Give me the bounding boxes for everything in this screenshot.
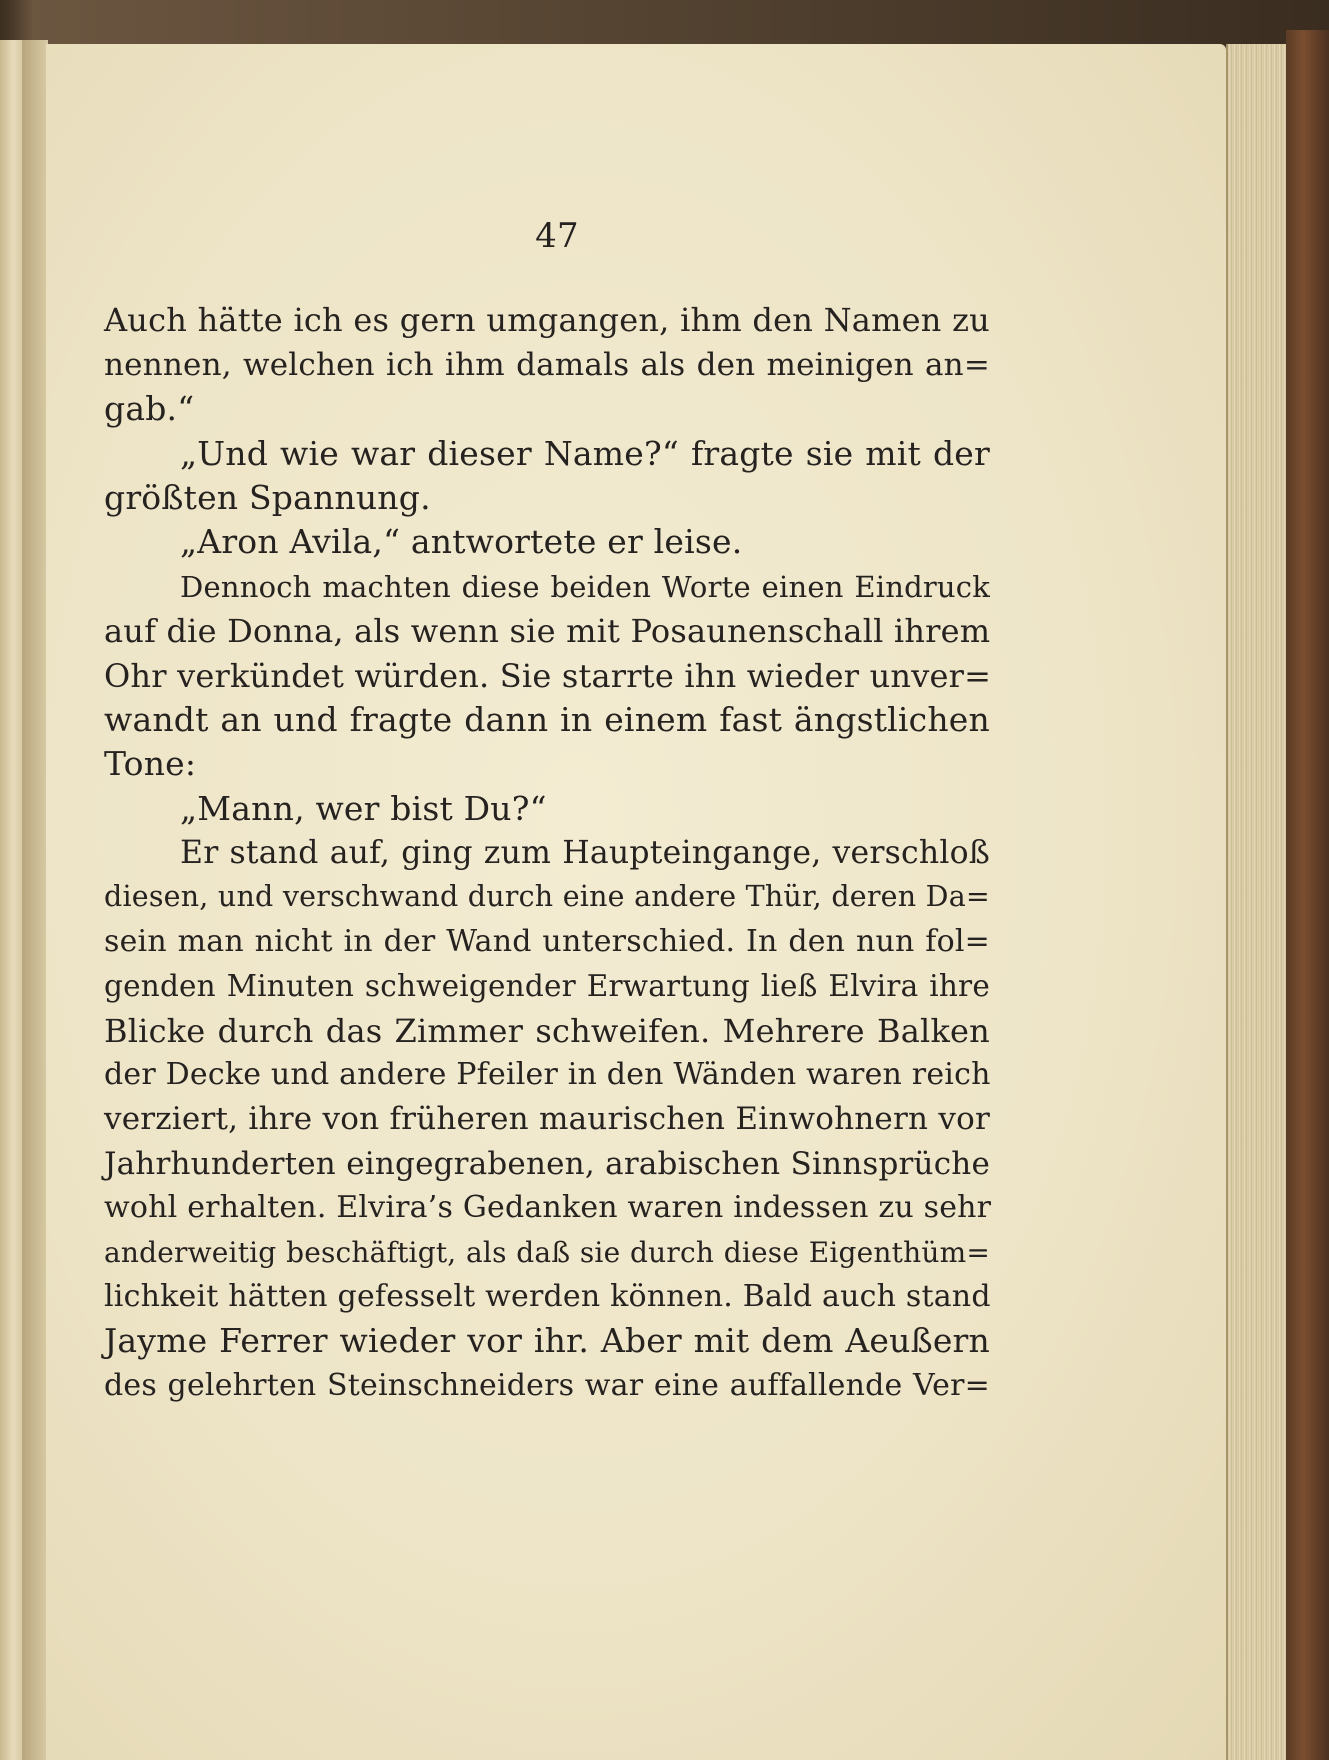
text-line: Ohr verkündet würden. Sie starrte ihn wieder unver=: [104, 656, 992, 695]
text-line: größten Spannung.: [104, 477, 431, 517]
text-line: Jahrhunderten eingegrabenen, arabischen Sinnsprüche: [104, 1145, 990, 1182]
book-cover-edge: [1286, 30, 1329, 1760]
page-fore-edge: [1226, 44, 1288, 1760]
left-page-edge: [0, 40, 24, 1760]
text-line: genden Minuten schweigender Erwartung ließ Elvira ihre: [104, 969, 990, 1004]
text-line: auf die Donna, als wenn sie mit Posaunenschall ihrem: [104, 612, 991, 651]
text-line: Dennoch machten diese beiden Worte einen Eindruck: [180, 569, 990, 604]
text-line: sein man nicht in der Wand unterschied. In den nun fol=: [104, 923, 990, 959]
text-line: des gelehrten Steinschneiders war eine auffallende Ver=: [104, 1367, 990, 1403]
text-line: anderweitig beschäftigt, als daß sie durch diese Eigenthüm=: [104, 1235, 990, 1269]
text-line: Blicke durch das Zimmer schweifen. Mehrere Balken: [104, 1011, 990, 1050]
text-line: verziert, ihre von früheren maurischen Einwohnern vor: [104, 1101, 990, 1138]
text-line: Tone:: [104, 744, 197, 784]
text-line: Auch hätte ich es gern umgangen, ihm den Namen zu: [104, 301, 990, 340]
text-line: „Aron Avila,“ antwortete er leise.: [180, 522, 743, 562]
text-line: Jayme Ferrer wieder vor ihr. Aber mit dem Aeußern: [104, 1321, 990, 1361]
page-number: 47: [535, 216, 579, 256]
text-line: wohl erhalten. Elvira’s Gedanken waren indessen zu sehr: [104, 1190, 992, 1226]
page-text-block: [104, 214, 990, 1408]
text-line: Er stand auf, ging zum Haupteingange, verschloß: [180, 835, 990, 872]
text-line: nennen, welchen ich ihm damals als den meinigen an=: [104, 346, 990, 383]
book-gutter: [22, 40, 48, 1760]
text-line: „Mann, wer bist Du?“: [180, 788, 547, 828]
text-line: „Und wie war dieser Name?“ fragte sie mit der: [180, 433, 990, 473]
text-line: wandt an und fragte dann in einem fast ängstlichen: [104, 699, 990, 739]
text-line: diesen, und verschwand durch eine andere Thür, deren Da=: [104, 880, 990, 914]
text-line: der Decke und andere Pfeiler in den Wänden waren reich: [104, 1057, 991, 1093]
text-line: lichkeit hätten gefesselt werden können. Bald auch stand: [104, 1279, 991, 1314]
text-line: gab.“: [104, 389, 195, 429]
